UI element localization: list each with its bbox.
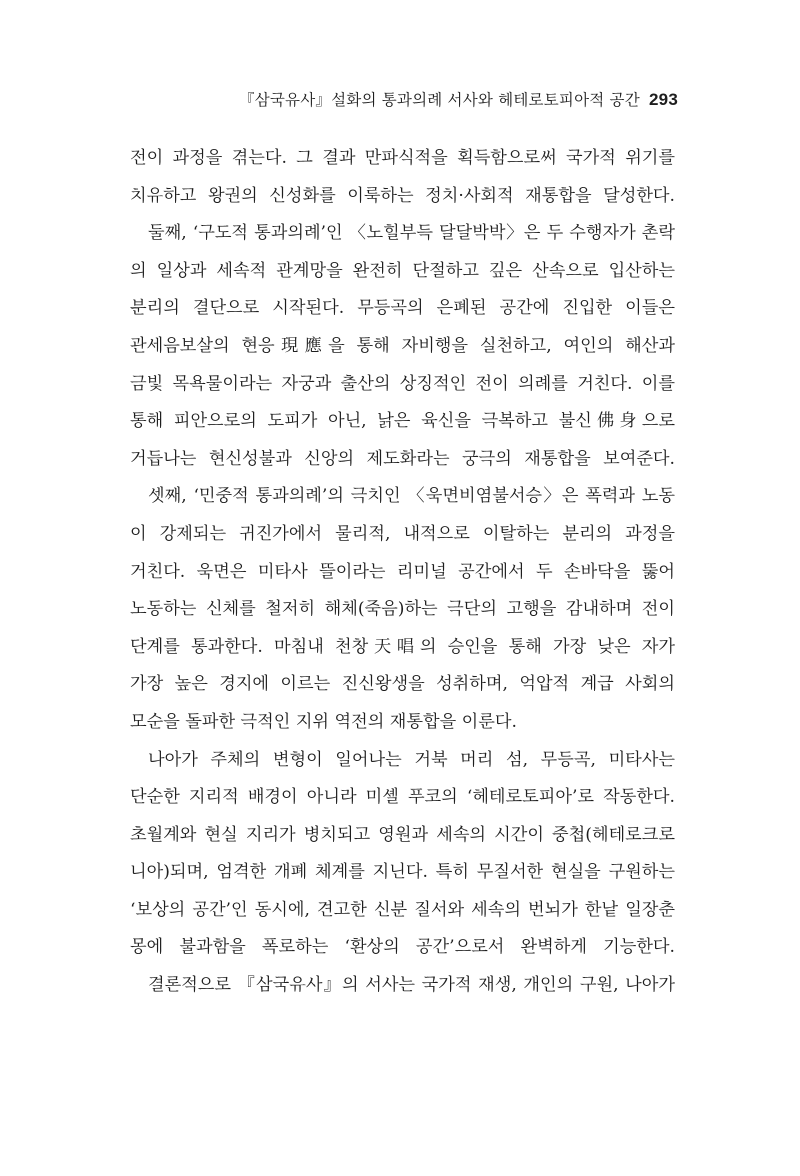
text-line: 거친다. 욱면은 미타사 뜰이라는 리미널 공간에서 두 손바닥을 뚫어	[130, 561, 675, 582]
text-line: 거듭나는 현신성불과 신앙의 제도화라는 궁극의 재통합을 보여준다.	[130, 448, 675, 469]
page-number: 293	[649, 90, 678, 109]
text-line: 결론적으로 『삼국유사』의 서사는 국가적 재생, 개인의 구원, 나아가	[148, 975, 675, 996]
text-line: 금빛 목욕물이라는 자궁과 출산의 상징적인 전이 의례를 거친다. 이를	[130, 373, 675, 394]
text-line: 노동하는 신체를 철저히 해체(죽음)하는 극단의 고행을 감내하며 전이	[130, 599, 675, 620]
body-text	[130, 140, 675, 1005]
text-line: 몽에 불과함을 폭로하는 ‘환상의 공간’으로서 완벽하게 기능한다.	[130, 937, 675, 958]
text-line: 통해 피안으로의 도피가 아닌, 낡은 육신을 극복하고 불신佛身으로	[130, 411, 675, 432]
text-line: 초월계와 현실 지리가 병치되고 영원과 세속의 시간이 중첩(헤테로크로	[130, 824, 675, 845]
text-line: 의 일상과 세속적 관계망을 완전히 단절하고 깊은 산속으로 입산하는	[130, 260, 675, 281]
text-line: ‘보상의 공간’인 동시에, 견고한 신분 질서와 세속의 번뇌가 한낱 일장춘	[130, 899, 675, 920]
text-line: 니아)되며, 엄격한 개폐 체계를 지닌다. 특히 무질서한 현실을 구원하는	[130, 862, 675, 883]
running-head	[239, 88, 678, 110]
text-line: 치유하고 왕권의 신성화를 이룩하는 정치·사회적 재통합을 달성한다.	[130, 185, 675, 206]
text-line: 셋째, ‘민중적 통과의례’의 극치인 〈욱면비염불서승〉은 폭력과 노동	[148, 486, 675, 507]
text-line: 가장 높은 경지에 이르는 진신왕생을 성취하며, 억압적 계급 사회의	[130, 674, 675, 695]
text-line: 분리의 결단으로 시작된다. 무등곡의 은폐된 공간에 진입한 이들은	[130, 298, 675, 319]
text-line: 단계를 통과한다. 마침내 천창天唱의 승인을 통해 가장 낮은 자가	[130, 636, 675, 657]
text-line: 나아가 주체의 변형이 일어나는 거북 머리 섬, 무등곡, 미타사는	[148, 749, 675, 770]
text-line: 전이 과정을 겪는다. 그 결과 만파식적을 획득함으로써 국가적 위기를	[130, 148, 675, 168]
text-line: 단순한 지리적 배경이 아니라 미셸 푸코의 ‘헤테로토피아’로 작동한다.	[130, 787, 675, 808]
text-line: 이 강제되는 귀진가에서 물리적, 내적으로 이탈하는 분리의 과정을	[130, 523, 675, 544]
text-line: 둘째, ‘구도적 통과의례’인 〈노힐부득 달달박박〉은 두 수행자가 촌락	[148, 223, 675, 244]
text-line: 관세음보살의 현응現應을 통해 자비행을 실천하고, 여인의 해산과	[130, 335, 675, 356]
running-head-title: 『삼국유사』설화의 통과의례 서사와 헤테로토피아적 공간	[239, 91, 640, 109]
text-line: 모순을 돌파한 극적인 지위 역전의 재통합을 이룬다.	[130, 711, 517, 732]
